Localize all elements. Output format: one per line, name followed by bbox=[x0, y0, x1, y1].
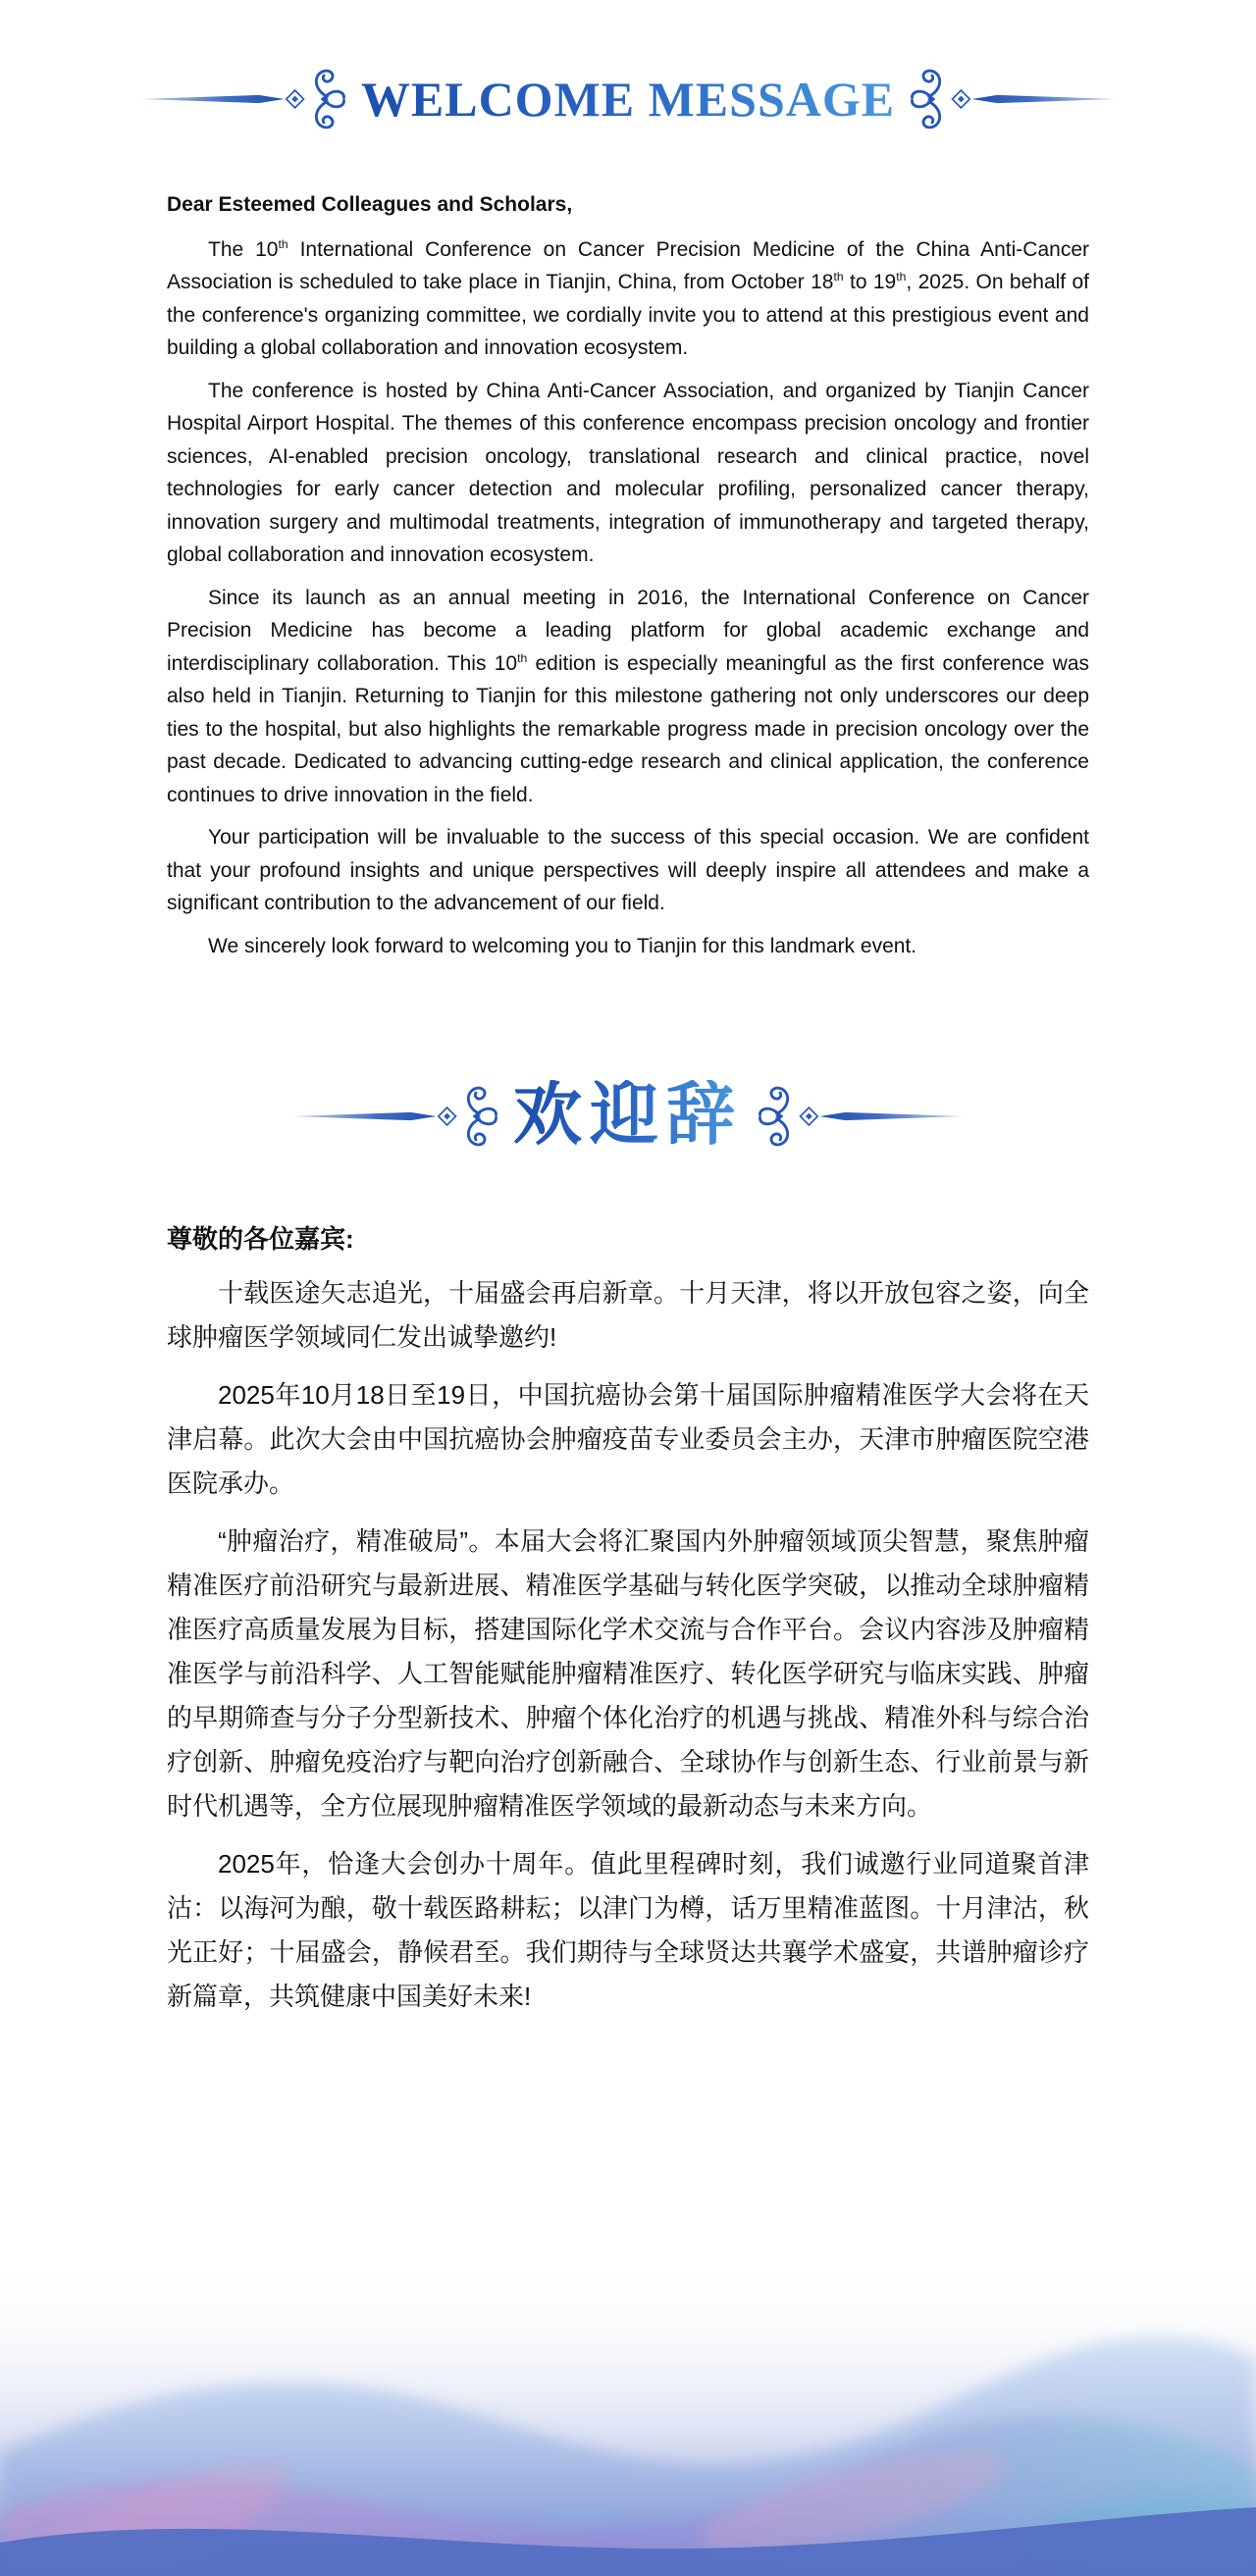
english-salutation: Dear Esteemed Colleagues and Scholars, bbox=[167, 193, 573, 216]
text-run: International Conference on Cancer Precision Medicine of the China Anti-Cancer Association is scheduled to take place in Tianjin, China, from October 18 bbox=[167, 237, 1089, 293]
english-paragraph-4: Your participation will be invaluable to the success of this special occasion. We are confident that your profound insights and unique perspectives will deeply inspire all attendees and make a significant contribution to the advancement of our field. bbox=[167, 826, 1089, 914]
text-run: edition is especially meaningful as the first conference was also held in Tianjin. Returning to Tianjin for this milestone gathering not only underscores our deep ties to the hospital, but also highlights the remarkable progress made in precision oncology over the past decade. Dedicated to advancing cutting-edge research and clinical application, the conference continues to drive innovation in the field. bbox=[167, 651, 1090, 806]
text-run: Since its launch as an annual meeting in 2016, the International Conference on Cancer Precision Medicine has become a leading platform for global academic exchange and interdisciplinary collaboration. This 10 bbox=[167, 586, 1089, 675]
chinese-section-header bbox=[0, 1076, 1256, 1157]
ordinal-superscript: th bbox=[517, 650, 528, 665]
chinese-section-title: 欢迎辞 bbox=[513, 1078, 743, 1155]
english-paragraph-1 bbox=[167, 233, 1089, 365]
ordinal-superscript: th bbox=[896, 270, 907, 283]
footer-wave-main bbox=[0, 2337, 1256, 2576]
english-section-header bbox=[0, 59, 1256, 139]
chinese-salutation: 尊敬的各位嘉宾: bbox=[167, 1224, 354, 1254]
footer-wave-ribbon bbox=[0, 2416, 1256, 2576]
english-section-title: WELCOME MESSAGE bbox=[360, 71, 896, 127]
text-run: The 10 bbox=[208, 237, 279, 261]
text-run: to 19 bbox=[843, 271, 897, 293]
right-flourish-ornament-icon bbox=[757, 1076, 965, 1157]
english-paragraph-5: We sincerely look forward to welcoming you to Tianjin for this landmark event. bbox=[208, 934, 917, 957]
ordinal-superscript: th bbox=[833, 270, 844, 283]
english-paragraph-3 bbox=[167, 582, 1089, 812]
english-paragraph-2: The conference is hosted by China Anti-Cancer Association, and organized by Tianjin Cancer Hospital Airport Hospital. The themes of this conference encompass precision oncology and frontier sciences, AI-enabled precision oncology, translational research and clinical practice, novel technologies for early cancer detection and molecular profiling, personalized cancer therapy, innovation surgery and multimodal treatments, integration of immunotherapy and targeted therapy, global collaboration and innovation ecosystem. bbox=[167, 379, 1089, 566]
footer-pink-streak bbox=[0, 2433, 305, 2576]
chinese-welcome-section bbox=[0, 1076, 1256, 2019]
footer-wave-deep bbox=[0, 2507, 1256, 2576]
chinese-paragraph-3: “肿瘤治疗，精准破局”。本届大会将汇聚国内外肿瘤领域顶尖智慧，聚焦肿瘤精准医疗前沿研究与最新进展、精准医学基础与转化医学突破，以推动全球肿瘤精准医疗高质量发展为目标，搭建国际化学术交流与合作平台。会议内容涉及肿瘤精准医学与前沿科学、人工智能赋能肿瘤精准医疗、转化医学研究与临床实践、肿瘤的早期筛查与分子分型新技术、肿瘤个体化治疗的机遇与挑战、精准外科与综合治疗创新、肿瘤免疫治疗与靶向治疗创新融合、全球协作与创新生态、行业前景与新时代机遇等，全方位展现肿瘤精准医学领域的最新动态与未来方向。 bbox=[167, 1526, 1089, 1821]
chinese-letter-body bbox=[167, 1217, 1089, 2019]
ordinal-superscript: th bbox=[278, 236, 288, 251]
right-flourish-ornament-icon bbox=[909, 59, 1117, 139]
footer-teal-streak bbox=[1020, 2496, 1256, 2576]
footer-gradient-haze bbox=[0, 2252, 1256, 2576]
english-welcome-section bbox=[0, 0, 1256, 962]
wave-graphic bbox=[0, 2252, 1256, 2576]
english-letter-body bbox=[167, 188, 1089, 962]
chinese-paragraph-2: 2025年10月18日至19日，中国抗癌协会第十届国际肿瘤精准医学大会将在天津启幕。此次大会由中国抗癌协会肿瘤疫苗专业委员会主办，天津市肿瘤医院空港医院承办。 bbox=[167, 1380, 1089, 1498]
footer-wave-decoration bbox=[0, 2252, 1256, 2576]
text-run: , 2025. On behalf of the conference's organizing committee, we cordially invite you to attend at this prestigious event and building a global collaboration and innovation ecosystem. bbox=[167, 271, 1090, 359]
footer-pink-streak bbox=[694, 2432, 1015, 2572]
left-flourish-ornament-icon bbox=[139, 59, 347, 139]
chinese-paragraph-4: 2025年，恰逢大会创办十周年。值此里程碑时刻，我们诚邀行业同道聚首津沽：以海河为酿，敬十载医路耕耘；以津门为樽，话万里精准蓝图。十月津沽，秋光正好；十届盛会，静候君至。我们期待与全球贤达共襄学术盛宴，共谱肿瘤诊疗新篇章，共筑健康中国美好未来! bbox=[167, 1849, 1089, 2011]
left-flourish-ornament-icon bbox=[291, 1076, 499, 1157]
chinese-paragraph-1: 十载医途矢志追光，十届盛会再启新章。十月天津，将以开放包容之姿，向全球肿瘤医学领域同仁发出诚挚邀约! bbox=[167, 1278, 1089, 1352]
